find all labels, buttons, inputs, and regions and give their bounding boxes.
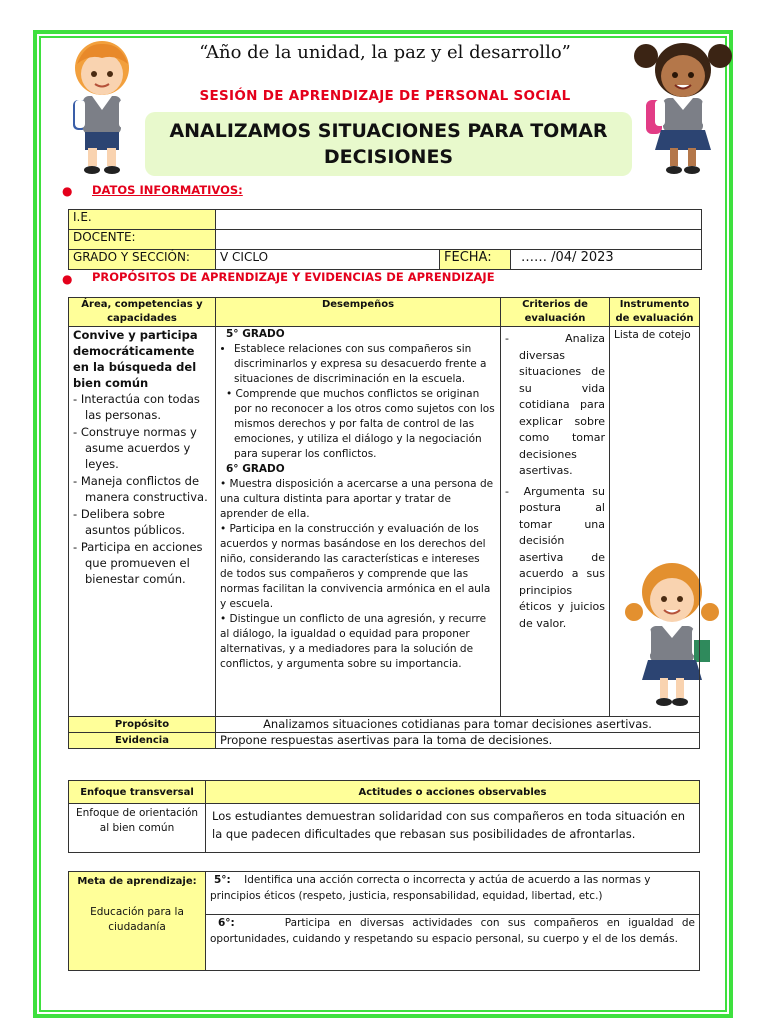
grado6-label: 6° GRADO [226,463,285,475]
info-table [68,209,702,270]
datos-heading: DATOS INFORMATIVOS: [92,183,243,197]
meta-g6-text: Participa en diversas actividades con sus compañeros en igualdad de oportunidades, cuidando y respetando su espacio personal, su cuerpo y el de los demás. [210,917,696,945]
header-area: Área, competencias y capacidades [69,298,216,327]
meta-table [68,871,700,971]
desempeno-item: • Distingue un conflicto de una agresión, y recurre al diálogo, la igualdad o equidad para proponer alternativas, y a mediadores para la solución de conflictos, y argumenta sobre su importancia. [220,613,487,670]
header-criterios: Criterios de evaluación [501,298,610,327]
meta-cell [69,872,206,971]
capacidad-item: - Interactúa con todas las personas. [73,392,200,422]
ie-label: I.E. [69,210,216,230]
criterio-item: - Analiza diversas situaciones de su vida cotidiana para explicar sobre como tomar decisiones asertivas. [505,332,605,477]
instrumento-cell: Lista de cotejo [610,327,700,717]
capacidades-list [73,391,211,587]
girl-student-illustration-top [628,38,738,178]
header-desempenos: Desempeños [216,298,501,327]
competencia-title: Convive y participa democráticamente en la búsqueda del bien común [73,328,198,390]
desempeno-item: • Establece relaciones con sus compañeros sin discriminarlos y expresa su desacuerdo frente a situaciones de discriminación en la escuela. [234,342,496,387]
enfoque-header: Enfoque transversal [69,781,206,804]
propositos-heading: PROPÓSITOS DE APRENDIZAJE Y EVIDENCIAS DE APRENDIZAJE [92,270,495,284]
bullet-icon: ● [62,272,73,286]
evidencia-value: Propone respuestas asertivas para la toma de decisiones. [216,733,700,749]
docente-value [216,230,702,250]
docente-label: DOCENTE: [69,230,216,250]
desempeno-item: • Muestra disposición a acercarse a una persona de una cultura distinta para aportar y tratar de aprender de ella. [220,478,494,520]
boy-student-illustration [55,38,150,178]
desempeno-item: • Participa en la construcción y evaluación de los acuerdos y normas basándose en los derechos del niño, considerando las características e intereses de todos sus compañeros y comprende que las normas facilitan la convivencia armónica en el aula y escuela. [220,523,491,610]
capacidad-item: - Delibera sobre asuntos públicos. [73,507,186,537]
capacidad-item: - Participa en acciones que promueven el bienestar común. [73,540,203,586]
header-instrumento: Instrumento de evaluación [610,298,700,327]
bullet-icon: ● [62,184,73,198]
meta-g5-text: Identifica una acción correcta o incorrecta y actúa de acuerdo a las normas y principios éticos (respeto, justicia, responsabilidad, equidad, libertad, etc.) [210,874,651,902]
criterio-item: - Argumenta su postura al tomar una decisión asertiva de acuerdo a sus principios éticos y juicios de valor. [505,484,605,630]
proposito-label: Propósito [69,717,216,733]
enfoque-table [68,780,700,853]
grado-value: V CICLO [216,250,440,270]
meta-g6-label: 6°: [218,917,235,929]
fecha-value: …… /04/ 2023 [511,250,702,270]
enfoque-name: Enfoque de orientación al bien común [69,804,206,853]
meta-g6 [206,915,700,971]
meta-label: Meta de aprendizaje: [77,876,197,887]
session-title: SESIÓN DE APRENDIZAJE DE PERSONAL SOCIAL [199,88,571,104]
actitudes-header: Actitudes o acciones observables [206,781,700,804]
competencia-cell [69,327,216,717]
main-title: ANALIZAMOS SITUACIONES PARA TOMAR DECISIONES [145,112,632,176]
grado-label: GRADO Y SECCIÓN: [69,250,216,270]
evidencia-label: Evidencia [69,733,216,749]
proposito-value: Analizamos situaciones cotidianas para tomar decisiones asertivas. [216,717,700,733]
meta-g5 [206,872,700,915]
enfoque-text: Los estudiantes demuestran solidaridad con sus compañeros en toda situación en la que padecen dificultades que rebasan sus posibilidades de afrontarlas. [206,804,700,853]
desempenos-cell [216,327,501,717]
ie-value [216,210,702,230]
fecha-label: FECHA: [440,250,511,270]
capacidad-item: - Construye normas y asume acuerdos y leyes. [73,425,197,471]
desempeno-item: • Comprende que muchos conflictos se originan por no reconocer a los otros como sujetos con los mismos derechos y por falta de control de las emociones, y utiliza el diálogo y la negociación para superar los conflictos. [226,388,495,460]
meta-g5-label: 5°: [214,874,231,886]
capacidad-item: - Maneja conflictos de manera constructiva. [73,474,208,504]
learning-table [68,297,700,749]
criterios-cell [501,327,610,717]
year-motto: “Año de la unidad, la paz y el desarrollo” [199,42,571,63]
meta-area: Educación para la ciudadanía [90,906,184,933]
grado5-label: 5° GRADO [226,328,285,340]
